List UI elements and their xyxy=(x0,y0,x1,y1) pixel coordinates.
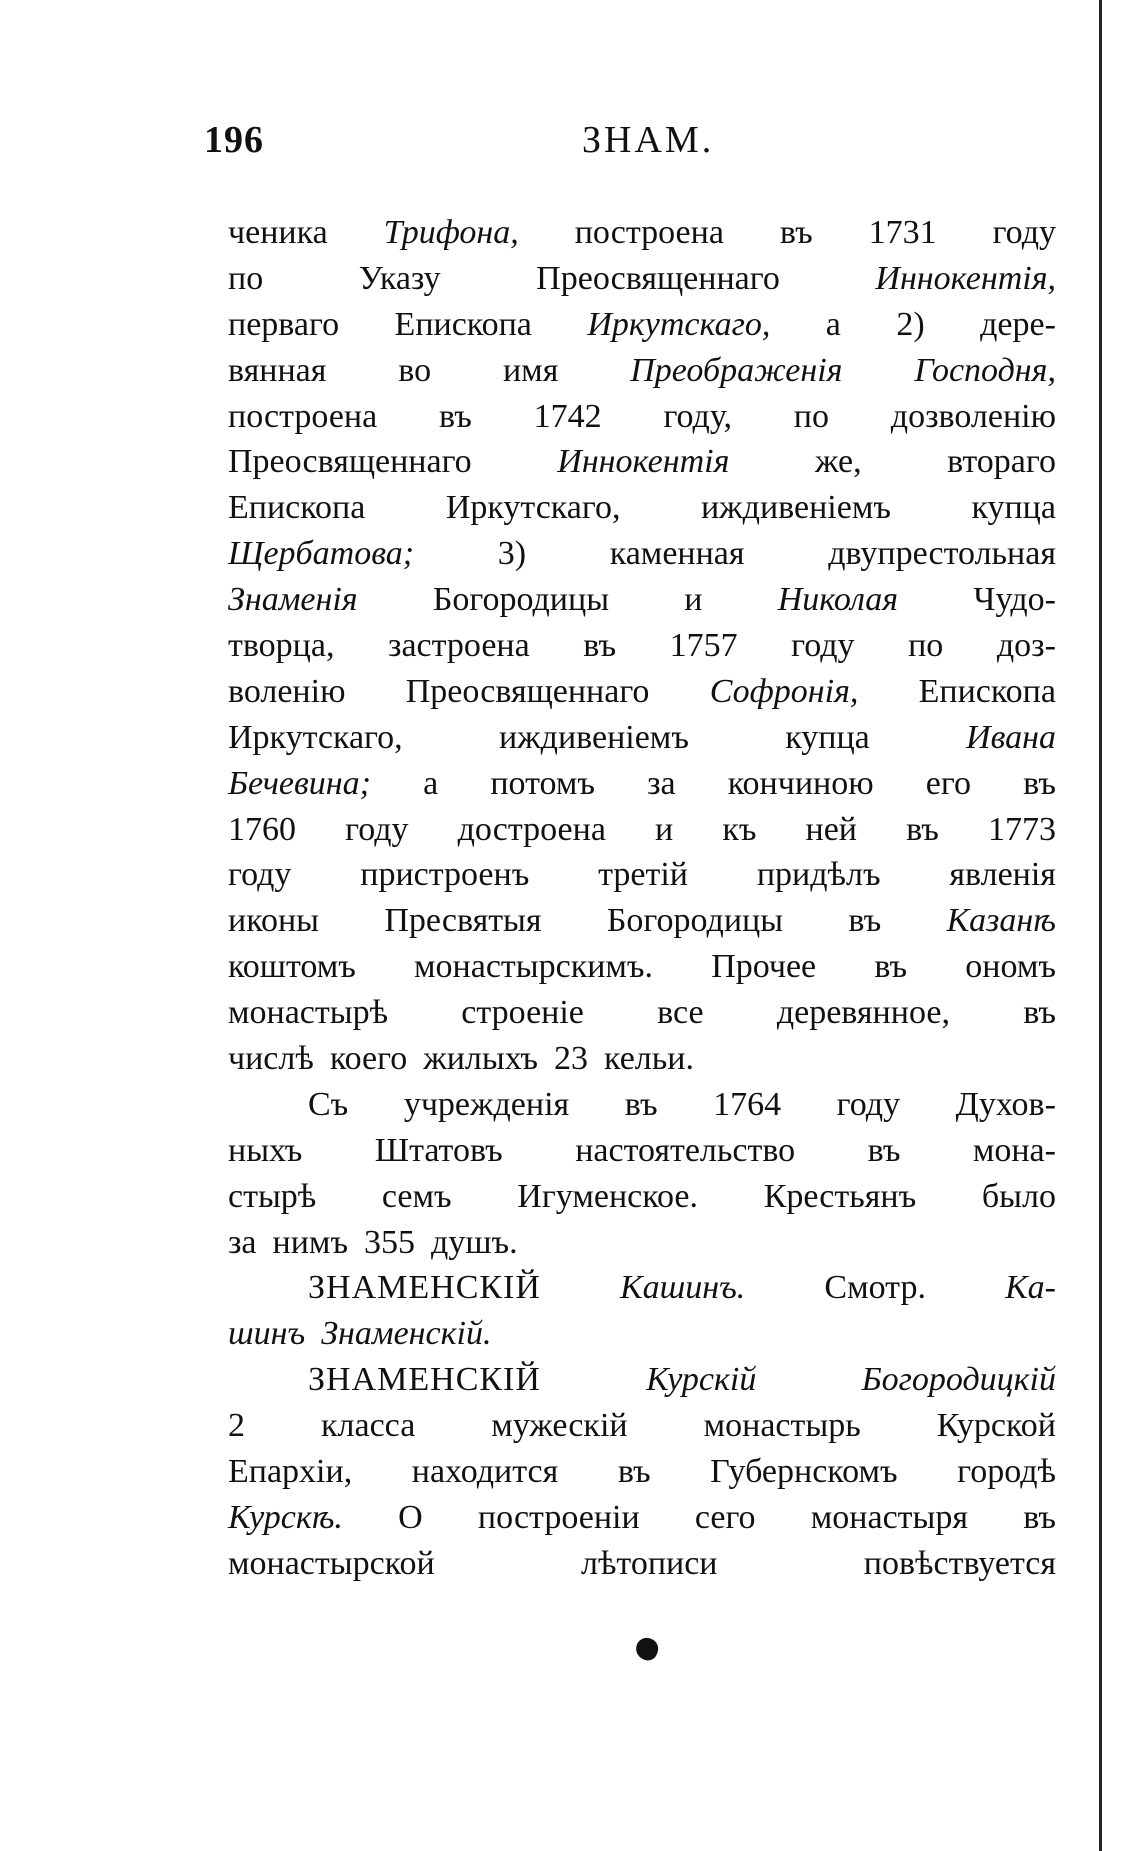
word: году xyxy=(992,214,1056,251)
word: лѣтописи xyxy=(580,1544,718,1582)
word: монастырѣ xyxy=(228,994,389,1032)
word: класса xyxy=(321,1407,416,1445)
text-line xyxy=(228,1265,1070,1311)
word: О xyxy=(398,1498,423,1536)
word: въ xyxy=(617,1453,651,1491)
word: и xyxy=(684,581,703,619)
word: иждивеніемъ xyxy=(498,718,689,756)
word: мона- xyxy=(972,1131,1056,1169)
word: по xyxy=(908,627,944,665)
word: было xyxy=(981,1177,1056,1215)
text-line xyxy=(228,1128,1070,1174)
word: 3) xyxy=(497,535,527,573)
word: Преосвященнаго xyxy=(405,672,650,710)
word: купца xyxy=(971,489,1056,527)
word: Епископа xyxy=(394,305,532,343)
word: 1773 xyxy=(987,810,1056,848)
word: Духов- xyxy=(955,1085,1056,1123)
word: пристроенъ xyxy=(360,856,530,894)
word: Софронія, xyxy=(709,672,859,710)
word: монастырской xyxy=(228,1544,435,1582)
word: дозволенію xyxy=(890,397,1056,435)
word: ЗНАМЕНСКІЙ xyxy=(308,1361,541,1399)
text-line xyxy=(228,531,1070,577)
word: въ xyxy=(1023,994,1056,1032)
text-line xyxy=(228,1541,1070,1587)
text-line xyxy=(228,1357,1070,1403)
word: нимъ xyxy=(272,1223,349,1261)
word: Игуменское. xyxy=(517,1177,699,1215)
word: Крестьянъ xyxy=(763,1177,917,1215)
word: а xyxy=(825,305,841,343)
word: находится xyxy=(411,1453,559,1491)
word: 1742 xyxy=(533,397,602,435)
word: каменная xyxy=(609,535,745,573)
word: построеніи xyxy=(477,1498,640,1536)
word: застроена xyxy=(388,627,530,665)
text-line xyxy=(228,1082,1070,1128)
text-line xyxy=(228,1495,1070,1541)
word: дере- xyxy=(980,305,1056,343)
word: Трифона, xyxy=(383,214,519,251)
word: Богородицкій xyxy=(861,1361,1056,1399)
text-line xyxy=(228,761,1070,807)
word: Преосвященнаго xyxy=(536,259,780,297)
word: явленія xyxy=(949,856,1056,894)
word: въ xyxy=(874,948,908,986)
word: построена xyxy=(228,397,378,435)
word: монастырскимъ. xyxy=(414,948,654,986)
word: Бечевина; xyxy=(228,764,371,802)
word: кончиною xyxy=(727,764,874,802)
word: за xyxy=(647,764,676,802)
word: ономъ xyxy=(965,948,1056,986)
word: Николая xyxy=(777,581,899,619)
word: сего xyxy=(694,1498,756,1536)
word: Курскѣ. xyxy=(228,1498,343,1536)
word: Чудо- xyxy=(973,581,1056,619)
word: году, xyxy=(663,397,732,435)
word: иконы xyxy=(228,902,320,940)
word: въ xyxy=(583,627,617,665)
text-line xyxy=(228,577,1070,623)
word: жилыхъ xyxy=(423,1040,539,1078)
word: Указу xyxy=(358,259,441,297)
word: ЗНАМЕНСКІЙ xyxy=(308,1269,541,1307)
word: во xyxy=(398,351,432,389)
word: въ xyxy=(848,902,882,940)
word: 355 xyxy=(364,1223,416,1261)
word: по xyxy=(228,259,264,297)
word: Богородицы xyxy=(606,902,784,940)
text-line xyxy=(228,1174,1070,1220)
word: 1731 xyxy=(868,214,937,251)
word: 2 xyxy=(228,1407,245,1445)
word: въ xyxy=(1023,1498,1056,1536)
word: Иркутскаго, xyxy=(587,305,771,343)
word: а xyxy=(423,764,439,802)
word: въ xyxy=(1023,764,1056,802)
ink-blot-mark xyxy=(633,1635,661,1663)
word: повѣствуется xyxy=(863,1544,1056,1582)
word: Прочее xyxy=(711,948,817,986)
word: Епископа xyxy=(918,672,1056,710)
word: настоятельство xyxy=(575,1131,796,1169)
text-line xyxy=(228,807,1070,853)
word: Смотр. xyxy=(824,1269,926,1307)
text-line xyxy=(228,1036,1070,1082)
word: мужескій xyxy=(491,1407,628,1445)
text-line xyxy=(228,990,1070,1036)
word: 1764 xyxy=(713,1085,782,1123)
word: городѣ xyxy=(957,1453,1056,1491)
word: къ xyxy=(722,810,757,848)
word: монастырь xyxy=(703,1407,861,1445)
word: коштомъ xyxy=(228,948,356,986)
word: ныхъ xyxy=(228,1131,303,1169)
word: строеніе xyxy=(461,994,584,1032)
word: вянная xyxy=(228,351,327,389)
word: въ xyxy=(779,214,813,251)
word: Штатовъ xyxy=(374,1131,503,1169)
word: купца xyxy=(785,718,870,756)
word: же, xyxy=(814,443,862,481)
word: потомъ xyxy=(490,764,595,802)
word: коего xyxy=(329,1040,408,1078)
word: Курской xyxy=(936,1407,1056,1445)
word: Кашинъ. xyxy=(620,1269,746,1307)
word: году xyxy=(228,856,292,894)
word: третій xyxy=(598,856,688,894)
word: Щербатова; xyxy=(228,535,415,573)
word: Казанѣ xyxy=(946,902,1056,940)
word: кельи. xyxy=(604,1040,694,1078)
text-line xyxy=(228,944,1070,990)
word: его xyxy=(925,764,971,802)
word: Господня, xyxy=(914,351,1056,389)
word: творца, xyxy=(228,627,335,665)
word: стырѣ xyxy=(228,1177,317,1215)
word: Иркутскаго, xyxy=(445,489,621,527)
word: Епархіи, xyxy=(228,1453,353,1491)
text-line xyxy=(228,210,1070,256)
word: воленію xyxy=(228,672,346,710)
word: втораго xyxy=(947,443,1056,481)
word: въ xyxy=(439,397,472,435)
word: за xyxy=(228,1223,257,1261)
word: ченика xyxy=(228,214,328,251)
word: Иннокентія xyxy=(557,443,730,481)
word: Ка- xyxy=(1005,1269,1056,1307)
word: шинъ xyxy=(228,1315,306,1353)
word: 23 xyxy=(554,1040,589,1078)
word: Пресвятыя xyxy=(384,902,542,940)
word: 2) xyxy=(896,305,925,343)
page-number: 196 xyxy=(204,119,264,161)
word: придѣлъ xyxy=(756,856,881,894)
word: достроена xyxy=(457,810,606,848)
word: Курскій xyxy=(646,1361,757,1399)
word: въ xyxy=(624,1085,658,1123)
word: Преосвященнаго xyxy=(228,443,472,481)
text-line xyxy=(228,715,1070,761)
page-edge-line xyxy=(1099,0,1102,1851)
word: семъ xyxy=(381,1177,452,1215)
word: все xyxy=(657,994,704,1032)
text-line xyxy=(228,256,1070,302)
word: перваго xyxy=(228,305,340,343)
text-line xyxy=(228,1220,1070,1266)
word: Иркутскаго, xyxy=(228,718,403,756)
word: монастыря xyxy=(810,1498,968,1536)
text-line xyxy=(228,485,1070,531)
word: Епископа xyxy=(228,489,366,527)
word: году xyxy=(836,1085,901,1123)
text-line xyxy=(228,1403,1070,1449)
word: году xyxy=(345,810,409,848)
text-line xyxy=(228,394,1070,440)
text-line xyxy=(228,852,1070,898)
word: 1760 xyxy=(228,810,296,848)
word: ней xyxy=(805,810,857,848)
word: душъ. xyxy=(431,1223,518,1261)
word: построена xyxy=(574,214,724,251)
text-line xyxy=(228,898,1070,944)
word: Иннокентія, xyxy=(875,259,1056,297)
word: въ xyxy=(867,1131,901,1169)
word: иждивеніемъ xyxy=(700,489,891,527)
word: Преображенія xyxy=(630,351,843,389)
word: доз- xyxy=(996,627,1056,665)
text-line xyxy=(228,1311,1070,1357)
word: Богородицы xyxy=(432,581,610,619)
word: Ивана xyxy=(966,718,1056,756)
text-line xyxy=(228,623,1070,669)
word: году xyxy=(791,627,855,665)
text-line xyxy=(228,439,1070,485)
body-text xyxy=(228,210,1070,1587)
word: въ xyxy=(906,810,939,848)
text-line xyxy=(228,669,1070,715)
word: имя xyxy=(502,351,559,389)
word: по xyxy=(793,397,829,435)
word: Губернскомъ xyxy=(710,1453,898,1491)
word: Знаменскій. xyxy=(321,1315,492,1353)
text-line xyxy=(228,302,1070,348)
word: и xyxy=(655,810,674,848)
word: 1757 xyxy=(669,627,738,665)
page-header xyxy=(200,118,1060,178)
word: Съ xyxy=(308,1085,349,1123)
word: деревянное, xyxy=(776,994,950,1032)
word: учрежденія xyxy=(403,1085,570,1123)
word: числѣ xyxy=(228,1040,314,1078)
text-line xyxy=(228,348,1070,394)
word: Знаменія xyxy=(228,581,358,619)
running-head: ЗНАМ. xyxy=(582,119,715,161)
text-line xyxy=(228,1449,1070,1495)
word: двупрестольная xyxy=(828,535,1056,573)
